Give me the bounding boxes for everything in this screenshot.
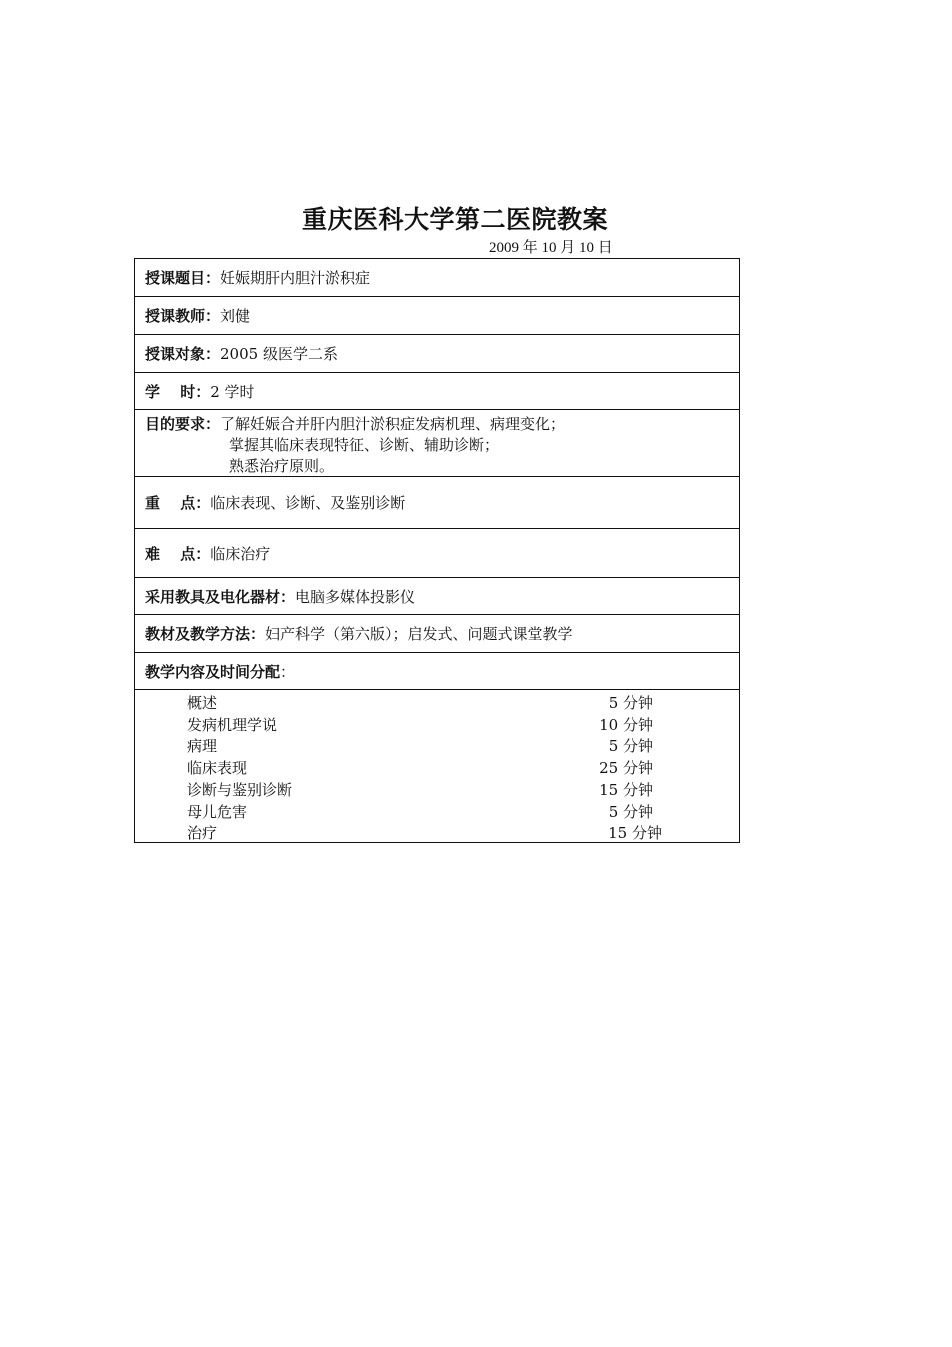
teacher-value: 刘健 <box>220 307 251 325</box>
lesson-plan-table <box>134 258 740 843</box>
row-hours <box>135 373 739 410</box>
row-audience <box>135 335 739 373</box>
row-key-points <box>135 477 739 529</box>
schedule-header-colon: ： <box>280 662 296 681</box>
page-title: 重庆医科大学第二医院教案 <box>301 205 608 234</box>
schedule-topic: 母儿危害 <box>187 803 248 821</box>
audience-value: 2005 级医学二系 <box>220 345 338 363</box>
schedule-time: 5 分钟 <box>608 803 653 821</box>
schedule-topic: 临床表现 <box>187 759 248 777</box>
equipment-label: 采用教具及电化器材： <box>145 587 296 606</box>
schedule-list <box>135 690 739 842</box>
schedule-time: 10 分钟 <box>599 716 653 734</box>
topic-value: 妊娠期肝内胆汁淤积症 <box>220 269 371 287</box>
hours-label: 学 时： <box>145 382 211 401</box>
row-difficulties <box>135 529 739 578</box>
row-schedule-header <box>135 653 739 690</box>
schedule-time: 25 分钟 <box>599 759 653 777</box>
key-points-label: 重 点： <box>145 494 211 512</box>
difficulties-label: 难 点： <box>145 544 211 563</box>
schedule-header-label: 教学内容及时间分配 <box>145 662 281 681</box>
methods-value: 妇产科学（第六版）；启发式、问题式课堂教学 <box>265 625 573 643</box>
key-points-value: 临床表现、诊断、及鉴别诊断 <box>210 494 406 512</box>
audience-label: 授课对象： <box>145 345 221 363</box>
lesson-date: 2009 年 10 月 10 日 <box>489 240 613 256</box>
schedule-topic: 诊断与鉴别诊断 <box>187 781 293 799</box>
goals-line-3: 熟悉治疗原则。 <box>229 457 335 475</box>
row-methods <box>135 615 739 653</box>
schedule-topic: 病理 <box>187 737 218 755</box>
topic-label: 授课题目： <box>145 269 221 287</box>
methods-label: 教材及教学方法： <box>145 625 266 643</box>
row-equipment <box>135 578 739 615</box>
schedule-time: 15 分钟 <box>599 781 653 799</box>
goals-line-1: 了解妊娠合并肝内胆汁淤积症发病机理、病理变化； <box>220 415 566 433</box>
hours-value: 2 学时 <box>210 382 255 401</box>
schedule-topic: 治疗 <box>187 824 218 842</box>
row-topic <box>135 259 739 297</box>
equipment-value: 电脑多媒体投影仪 <box>295 587 416 606</box>
schedule-time: 5 分钟 <box>608 737 653 755</box>
row-goals <box>135 410 739 477</box>
schedule-time: 15 分钟 <box>608 824 662 842</box>
schedule-topic: 发病机理学说 <box>187 716 278 734</box>
goals-label: 目的要求： <box>145 415 221 433</box>
teacher-label: 授课教师： <box>145 307 221 325</box>
goals-line-2: 掌握其临床表现特征、诊断、辅助诊断； <box>229 436 500 454</box>
schedule-topic: 概述 <box>187 694 218 712</box>
difficulties-value: 临床治疗 <box>210 544 271 563</box>
row-teacher <box>135 297 739 335</box>
schedule-time: 5 分钟 <box>608 694 653 712</box>
